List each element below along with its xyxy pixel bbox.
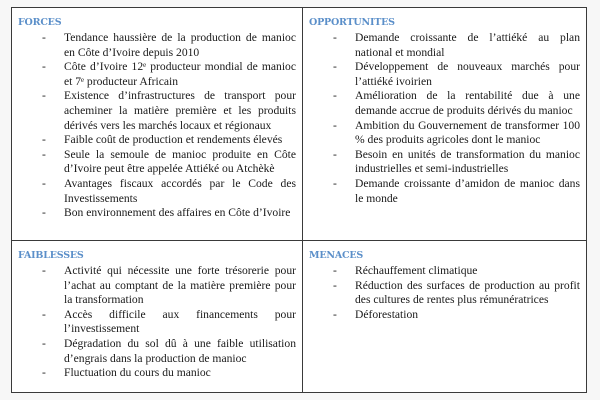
faiblesses-list (18, 264, 296, 381)
forces-cell (12, 8, 303, 241)
list-item: - Demande croissante d’amidon de manioc dans le monde (333, 176, 580, 205)
dash-bullet: - (42, 31, 46, 44)
dash-bullet: - (333, 118, 337, 132)
list-item: - Dégradation du sol dû à une faible utilisation d’engrais dans la production de manioc (42, 336, 296, 365)
forces-list (18, 31, 296, 221)
list-item: - Demande croissante de l’attiéké au plan national et mondial (333, 31, 580, 59)
opportunites-heading: OPPORTUNITES (309, 17, 395, 28)
list-item: - Accès difficile aux financements pour l’investissement (42, 307, 296, 336)
dash-bullet: - (333, 89, 337, 103)
list-item: - Réchauffement climatique (333, 264, 478, 277)
dash-bullet: - (42, 133, 46, 147)
list-item: - Fluctuation du cours du manioc (42, 366, 211, 380)
list-item: - Besoin en unités de transformation du manioc industrielles et semi-industrielles (333, 147, 580, 176)
dash-bullet: - (333, 31, 337, 44)
list-item: - Bon environnement des affaires en Côte d’Ivoire (42, 206, 291, 220)
dash-bullet: - (42, 307, 46, 321)
dash-bullet: - (42, 176, 46, 190)
dash-bullet: - (333, 176, 337, 190)
dash-bullet: - (42, 366, 46, 380)
dash-bullet: - (333, 307, 337, 321)
dash-bullet: - (42, 147, 46, 161)
list-item: - Avantages fiscaux accordés par le Code des Investissements (42, 176, 296, 205)
dash-bullet: - (42, 206, 46, 220)
dash-bullet: - (42, 264, 46, 277)
menaces-cell (303, 241, 586, 392)
list-item: - Côte d’Ivoire 12ᵉ producteur mondial de manioc et 7ᵉ producteur Africain (42, 60, 296, 88)
faiblesses-heading: FAIBLESSES (18, 250, 84, 261)
opportunites-list (309, 31, 580, 206)
dash-bullet: - (333, 264, 337, 277)
list-item: - Tendance haussière de la production de manioc en Côte d’Ivoire depuis 2010 (42, 31, 296, 59)
dash-bullet: - (42, 336, 46, 350)
dash-bullet: - (333, 60, 337, 74)
list-item: - Faible coût de production et rendements élevés (42, 133, 283, 147)
dash-bullet: - (42, 60, 46, 74)
list-item: - Activité qui nécessite une forte trésorerie pour l’achat au comptant de la matière première pour la transformation (42, 264, 296, 307)
swot-table (11, 7, 587, 393)
menaces-heading: MENACES (309, 250, 364, 261)
list-item: - Ambition du Gouvernement de transformer 100 % des produits agricoles dont le manioc (333, 118, 580, 147)
list-item: - Amélioration de la rentabilité due à une demande accrue de produits dérivés du manioc (333, 89, 580, 117)
forces-heading: FORCES (18, 17, 62, 28)
faiblesses-cell (12, 241, 303, 392)
list-item: - Existence d’infrastructures de transport pour acheminer la matière première et les produits dérivés vers les marchés locaux et régionaux (42, 89, 296, 132)
list-item: - Seule la semoule de manioc produite en Côte d’Ivoire peut être appelée Attiéké ou Atchèkè (42, 147, 296, 176)
list-item: - Développement de nouveaux marchés pour l’attiéké ivoirien (333, 60, 580, 88)
dash-bullet: - (42, 89, 46, 103)
dash-bullet: - (333, 147, 337, 161)
dash-bullet: - (333, 278, 337, 292)
list-item: - Déforestation (333, 307, 419, 321)
list-item: - Réduction des surfaces de production au profit des cultures de rentes plus rémunératrices (333, 278, 580, 307)
opportunites-cell (303, 8, 586, 241)
menaces-list (309, 264, 580, 322)
